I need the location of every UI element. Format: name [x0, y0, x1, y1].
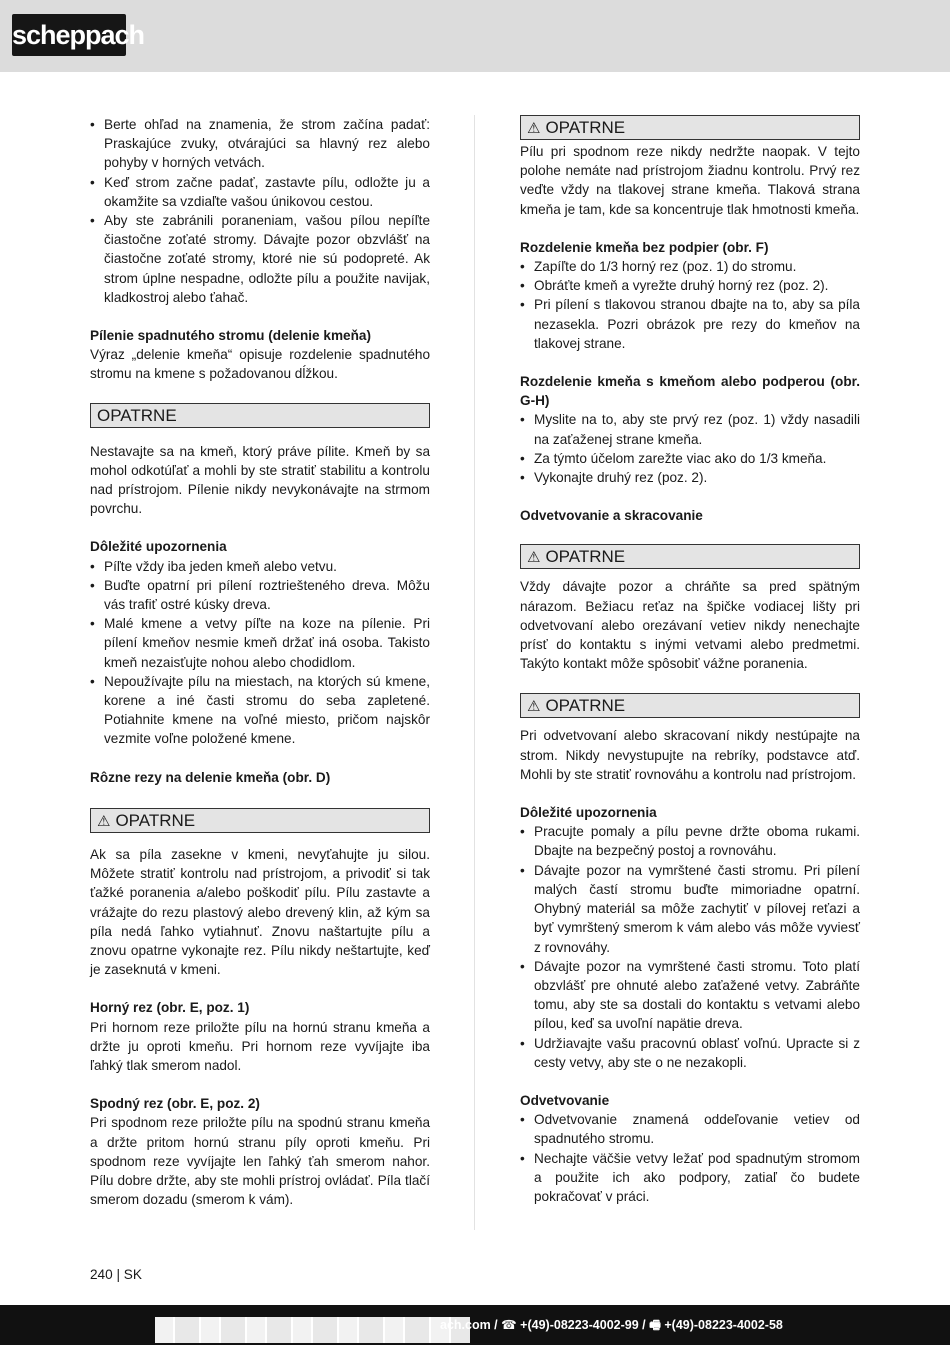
important-bullet-list — [520, 822, 860, 1072]
caution-label: OPATRNE — [545, 547, 626, 567]
list-item: • Myslite na to, aby ste prvý rez (poz. 1) vždy nasadili na zaťaženej strane kmeňa. — [520, 410, 860, 448]
list-item: • Dávajte pozor na vymrštené časti stromu. Pri pílení malých častí stromu buďte mimoriadne opatrní. Ohybný materiál sa môže zachytiť v pílovej reťazi a byť vymrštený smerom k vám alebo vás môže vyviesť z rovnováhy. — [520, 861, 860, 957]
list-item: • Berte ohľad na znamenia, že strom začína padať: Praskajúce zvuky, otvárajúci sa hlavný rez alebo pohyby v horných vetvách. — [90, 115, 430, 173]
caution-box — [90, 808, 430, 833]
list-item: • Pri pílení s tlakovou stranou dbajte na to, aby sa píla nezasekla. Pozri obrázok pre rezy do kmeňov na tlakovej strane. — [520, 295, 860, 353]
page-header — [0, 0, 950, 72]
scheppach-logo: scheppach — [12, 14, 126, 56]
section-heading: Horný rez (obr. E, poz. 1) — [90, 1000, 250, 1016]
intro-bullet-list — [90, 115, 430, 307]
caution-label: OPATRNE — [545, 118, 626, 137]
warning-triangle-icon: ⚠ — [97, 812, 111, 830]
page-number-value: 240 — [90, 1267, 113, 1282]
section-heading: Spodný rez (obr. E, poz. 2) — [90, 1096, 260, 1112]
list-item: • Nepoužívajte pílu na miestach, na ktorých sú kmene, korene a iné časti stromu do seba zapletené. Potiahnite kmene na voľné miesto, pričom najskôr vezmite voľne položené kmene. — [90, 672, 430, 749]
footer-graphic-band — [155, 1317, 470, 1343]
section-heading: Pílenie spadnutého stromu (delenie kmeňa) — [90, 328, 371, 344]
paragraph: Vždy dávajte pozor a chráňte sa pred spätným nárazom. Bežiacu reťaz na špičke vodiacej lišty pri odvetvovaní alebo orezávaní vetiev nikdy nenechajte prísť do kontaktu s inými vetvami alebo predmetmi. Takýto kontakt môže spôsobiť vážne poranenia. — [520, 579, 860, 672]
paragraph: Výraz „delenie kmeňa“ opisuje rozdelenie spadnutého stromu na kmene s požadovanou dĺžkou. — [90, 347, 430, 382]
list-item: • Odvetvovanie znamená oddeľovanie vetiev od spadnutého stromu. — [520, 1110, 860, 1148]
section-heading: Odvetvovanie a skracovanie — [520, 508, 703, 524]
section-heading: Rôzne rezy na delenie kmeňa (obr. D) — [90, 769, 331, 785]
list-item: • Keď strom začne padať, zastavte pílu, odložte ju a okamžite sa vzdiaľte vašou únikovou cestou. — [90, 173, 430, 211]
footer-contact: ach.com / ☎ +(49)-08223-4002-99 / 🖷 +(49)-08223-4002-58 — [440, 1318, 783, 1332]
list-item: • Za týmto účelom zarežte viac ako do 1/3 kmeňa. — [520, 449, 860, 468]
delimbing-bullet-list — [520, 1110, 860, 1206]
paragraph: Ak sa píla zasekne v kmeni, nevyťahujte ju silou. Môžete stratiť kontrolu nad prístrojom, a privodiť si tak ťažké poranenia a/alebo poškodiť pílu. Pílu zastavte a vrážajte do rezu plastový alebo drevený klin, až kým sa píla nedá ľahko vytiahnuť. Znovu naštartujte pílu a znovu opatrne vykonajte rez. Pílu nikdy neštartujte, keď je zaseknutá v kmeni. — [90, 846, 430, 978]
list-item: • Nechajte väčšie vetvy ležať pod spadnutým stromom a použite ich ako podpory, zatiaľ čo budete pokračovať v práci. — [520, 1149, 860, 1207]
paragraph: Nestavajte sa na kmeň, ktorý práve pílite. Kmeň by sa mohol odkotúľať a mohli by ste stratiť stabilitu a kontrolu nad prístrojom. Pílenie nikdy nevykonávajte na strmom povrchu. — [90, 443, 430, 517]
caution-label: OPATRNE — [97, 405, 177, 425]
paragraph: Pri hornom reze priložte pílu na hornú stranu kmeňa a držte ju oproti kmeňu. Pri hornom reze vyvíjajte iba ľahký tlak smerom nadol. — [90, 1019, 430, 1073]
right-column — [520, 115, 860, 1206]
left-column — [90, 115, 430, 1209]
page-number-separator: | — [116, 1267, 124, 1282]
caution-box — [90, 403, 430, 428]
paragraph: Pílu pri spodnom reze nikdy nedržte naopak. V tejto polohe nemáte nad prístrojom žiadnu kontrolu. Prvý rez veďte vždy na tlakovej strane kmeňa. Tlaková strana kmeňa je tam, kde sa koncentruje tlak hmotnosti kmeňa. — [520, 144, 860, 217]
list-item: • Udržiavajte vašu pracovnú oblasť voľnú. Upracte si z cesty vetvy, aby ste o ne nezakopli. — [520, 1034, 860, 1072]
list-item: • Dávajte pozor na vymrštené časti stromu. Toto platí obzvlášť pre ohnuté alebo zaťažené vetvy. Zabráňte tomu, aby ste sa dostali do kontaktu s vetvami alebo pílou, keď sa uvoľní napätie dreva. — [520, 957, 860, 1034]
list-item: • Obráťte kmeň a vyrežte druhý horný rez (poz. 2). — [520, 276, 860, 295]
warning-triangle-icon: ⚠ — [527, 549, 541, 567]
list-item: • Malé kmene a vetvy píľte na koze na pílenie. Pri pílení kmeňov nesmie kmeň držať iná osoba. Takisto kmeň nezaisťujte nohou alebo chodidlom. — [90, 614, 430, 672]
paragraph: Pri spodnom reze priložte pílu na spodnú stranu kmeňa a držte pritom hornú stranu píly oproti kmeňu. Pri spodnom reze vyvíjajte len ľahký ťah smerom nahor. Pílu dobre držte, aby ste mohli prístroj ovládať. Píla tlačí smerom dozadu (smerom k vám). — [90, 1115, 430, 1208]
caution-label: OPATRNE — [115, 810, 196, 830]
section-heading: Dôležité upozornenia — [90, 539, 227, 555]
warning-triangle-icon: ⚠ — [527, 698, 541, 716]
list-item: • Buďte opatrní pri pílení roztriešteného dreva. Môžu vás trafiť ostré kúsky dreva. — [90, 576, 430, 614]
list-item: • Zapíľte do 1/3 horný rez (poz. 1) do stromu. — [520, 257, 860, 276]
caution-box — [520, 115, 860, 140]
page-number — [90, 1266, 142, 1284]
caution-box — [520, 693, 860, 718]
list-item: • Píľte vždy iba jeden kmeň alebo vetvu. — [90, 557, 430, 576]
section-heading: Dôležité upozornenia — [520, 805, 657, 821]
paragraph: Pri odvetvovaní alebo skracovaní nikdy nestúpajte na strom. Nikdy nevystupujte na rebríky, podstavce atď. Mohli by ste stratiť rovnováhu a kontrolu nad prístrojom. — [520, 728, 860, 782]
list-item: • Pracujte pomaly a pílu pevne držte oboma rukami. Dbajte na bezpečný postoj a rovnováhu. — [520, 822, 860, 860]
important-bullet-list — [90, 557, 430, 749]
caution-label: OPATRNE — [545, 696, 626, 716]
section-heading: Rozdelenie kmeňa s kmeňom alebo podperou (obr. G-H) — [520, 374, 860, 409]
list-item: • Aby ste zabránili poraneniam, vašou pílou nepíľte čiastočne zoťaté stromy. Dávajte pozor obzvlášť na čiastočne zoťaté stromy, ktoré nie sú podopreté. Ak strom úplne nespadne, odložte pílu a použite navijak, kladkostroj alebo ťahač. — [90, 211, 430, 307]
column-divider — [474, 115, 475, 1230]
language-code: SK — [123, 1267, 142, 1282]
page-footer — [0, 1305, 950, 1345]
support-bullet-list — [520, 410, 860, 487]
section-heading: Rozdelenie kmeňa bez podpier (obr. F) — [520, 239, 769, 255]
warning-triangle-icon: ⚠ — [527, 120, 541, 137]
no-support-bullet-list — [520, 257, 860, 353]
list-item: • Vykonajte druhý rez (poz. 2). — [520, 468, 860, 487]
caution-box — [520, 544, 860, 569]
section-heading: Odvetvovanie — [520, 1092, 610, 1108]
